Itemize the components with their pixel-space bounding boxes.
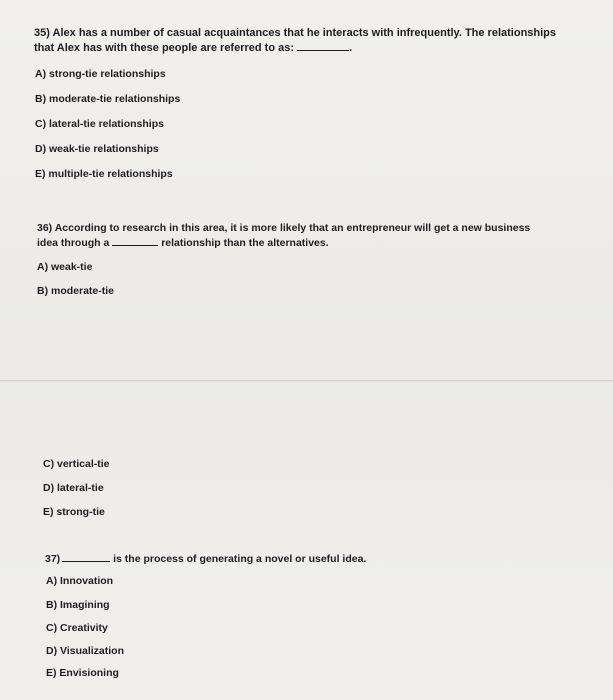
q37-stem-text: is the process of generating a novel or useful idea. <box>113 553 367 565</box>
q37-stem <box>45 552 366 566</box>
q37-option-b[interactable]: B) Imagining <box>46 599 110 611</box>
q35-stem-line2-text: that Alex has with these people are referred to as: <box>34 42 295 54</box>
q36-stem-line2b: relationship than the alternatives. <box>161 237 329 249</box>
q37-answer-blank <box>62 552 110 562</box>
q36-stem-line1: 36) According to research in this area, it is more likely that an entrepreneur will get a new business <box>37 222 531 234</box>
q37-option-e[interactable]: E) Envisioning <box>46 667 119 679</box>
q37-number: 37) <box>45 553 61 565</box>
q36-option-d[interactable]: D) lateral-tie <box>43 482 104 494</box>
q36-option-a[interactable]: A) weak-tie <box>37 261 93 273</box>
page-fold-divider <box>0 380 613 383</box>
q36-option-e[interactable]: E) strong-tie <box>43 506 105 518</box>
q35-answer-blank <box>297 41 349 51</box>
q35-option-d[interactable]: D) weak-tie relationships <box>35 143 159 155</box>
q36-answer-blank <box>112 236 158 246</box>
q36-option-b[interactable]: B) moderate-tie <box>37 285 115 297</box>
q37-option-d[interactable]: D) Visualization <box>46 645 124 657</box>
q35-option-b[interactable]: B) moderate-tie relationships <box>35 93 181 105</box>
q37-option-c[interactable]: C) Creativity <box>46 622 108 634</box>
q37-option-a[interactable]: A) Innovation <box>46 575 114 587</box>
q35-option-a[interactable]: A) strong-tie relationships <box>35 68 166 80</box>
q35-stem-line2 <box>34 41 352 55</box>
q35-option-e[interactable]: E) multiple-tie relationships <box>35 168 173 180</box>
q36-stem-line2a: idea through a <box>37 237 110 249</box>
q36-option-c[interactable]: C) vertical-tie <box>43 458 110 470</box>
q35-option-c[interactable]: C) lateral-tie relationships <box>35 118 164 130</box>
q35-stem-line1: 35) Alex has a number of casual acquaintances that he interacts with infrequently. The relationships <box>34 27 557 39</box>
q36-stem-line2 <box>37 236 329 250</box>
q35-stem-end: . <box>349 42 353 54</box>
